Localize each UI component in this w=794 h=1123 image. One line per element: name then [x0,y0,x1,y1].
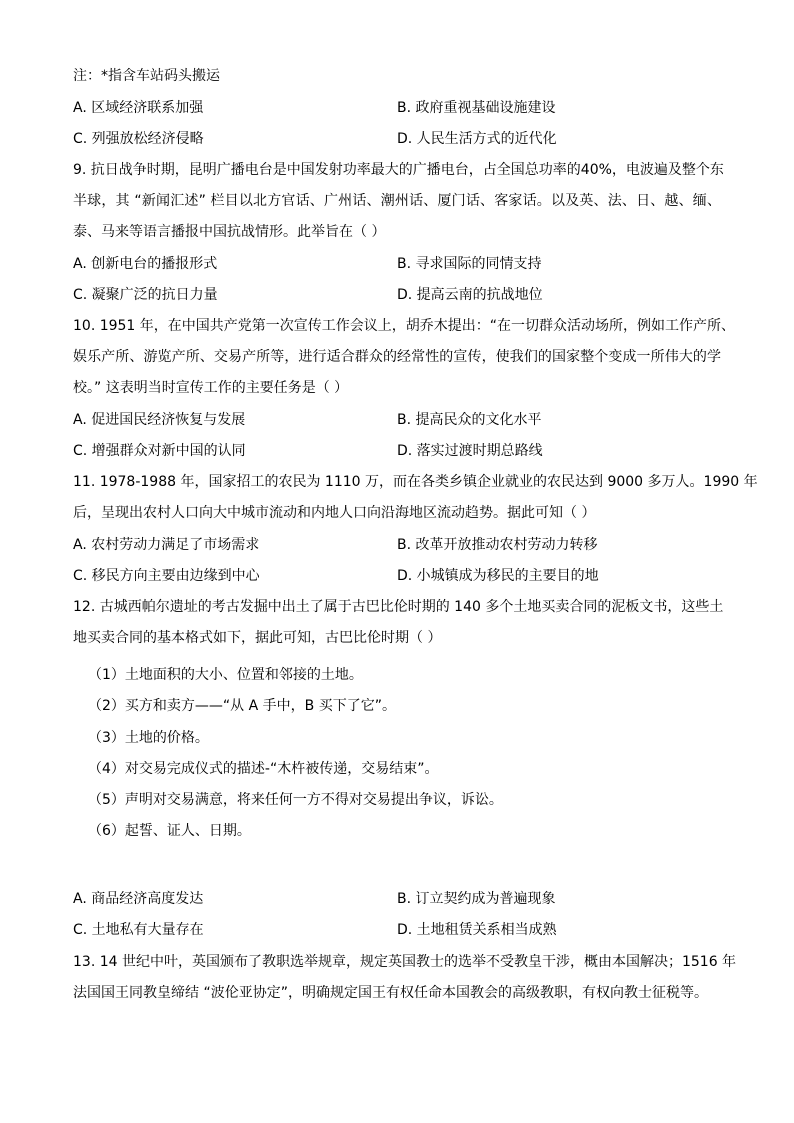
q11-option-d: D. 小城镇成为移民的主要目的地 [397,568,599,584]
q11-option-a: A. 农村劳动力满足了市场需求 [73,537,260,553]
q12-item-6: （6）起誓、证人、日期。 [88,823,251,839]
q11-option-b: B. 改革开放推动农村劳动力转移 [397,537,598,553]
q11-stem-line-1: 11. 1978-1988 年，国家招工的农民为 1110 万，而在各类乡镇企业就业的农民达到 9000 多万人。1990 年 [73,474,758,490]
q12-option-d: D. 土地租赁关系相当成熟 [397,922,557,938]
q8-option-d: D. 人民生活方式的近代化 [397,131,557,147]
q12-item-2: （2）买方和卖方——“从 A 手中，B 买下了它”。 [88,698,396,714]
q10-stem-line-2: 娱乐产所、游览产所、交易产所等，进行适合群众的经常性的宣传，使我们的国家整个变成一所伟大的学 [73,349,721,365]
q10-option-a: A. 促进国民经济恢复与发展 [73,412,246,428]
q12-item-3: （3）土地的价格。 [88,730,209,746]
q11-option-c: C. 移民方向主要由边缘到中心 [73,568,260,584]
q9-stem-line-1: 9. 抗日战争时期，昆明广播电台是中国发射功率最大的广播电台，占全国总功率的40%，电波遍及整个东 [73,162,724,178]
q10-option-c: C. 增强群众对新中国的认同 [73,443,246,459]
q9-stem-line-2: 半球，其 “新闻汇述” 栏目以北方官话、广州话、潮州话、厦门话、客家话。以及英、法、日、越、缅、 [73,193,721,209]
q13-stem-line-2: 法国国王同教皇缔结 “波伦亚协定”，明确规定国王有权任命本国教会的高级教职，有权向教士征税等。 [73,985,708,1001]
table-note: 注：*指含车站码头搬运 [73,68,220,84]
q10-option-b: B. 提高民众的文化水平 [397,412,542,428]
q12-stem-line-2: 地买卖合同的基本格式如下，据此可知，古巴比伦时期（ ） [73,630,442,646]
q10-stem-line-1: 10. 1951 年，在中国共产党第一次宣传工作会议上，胡乔木提出：“在一切群众活动场所，例如工作产所、 [73,318,736,334]
q13-stem-line-1: 13. 14 世纪中叶，英国颁布了教职选举规章，规定英国教士的选举不受教皇干涉，概由本国解决；1516 年 [73,954,737,970]
q12-option-c: C. 土地私有大量存在 [73,922,204,938]
q12-option-a: A. 商品经济高度发达 [73,891,204,907]
q9-stem-line-3: 泰、马来等语言播报中国抗战情形。此举旨在（ ） [73,224,386,240]
q8-option-c: C. 列强放松经济侵略 [73,131,204,147]
q12-stem-line-1: 12. 古城西帕尔遗址的考古发掘中出土了属于古巴比伦时期的 140 多个土地买卖合同的泥板文书，这些土 [73,599,724,615]
q8-option-a: A. 区域经济联系加强 [73,100,204,116]
q9-option-a: A. 创新电台的播报形式 [73,256,218,272]
q8-option-b: B. 政府重视基础设施建设 [397,100,556,116]
q10-option-d: D. 落实过渡时期总路线 [397,443,543,459]
q12-item-1: （1）土地面积的大小、位置和邻接的土地。 [88,667,363,683]
q12-item-5: （5）声明对交易满意，将来任何一方不得对交易提出争议，诉讼。 [88,792,503,808]
q10-stem-line-3: 校。” 这表明当时宣传工作的主要任务是（ ） [73,380,349,396]
q12-option-b: B. 订立契约成为普遍现象 [397,891,556,907]
q12-item-4: （4）对交易完成仪式的描述-“木杵被传递，交易结束”。 [88,761,439,777]
q9-option-b: B. 寻求国际的同情支持 [397,256,542,272]
q9-option-c: C. 凝聚广泛的抗日力量 [73,287,218,303]
q11-stem-line-2: 后，呈现出农村人口向大中城市流动和内地人口向沿海地区流动趋势。据此可知（ ） [73,505,596,521]
q9-option-d: D. 提高云南的抗战地位 [397,287,543,303]
